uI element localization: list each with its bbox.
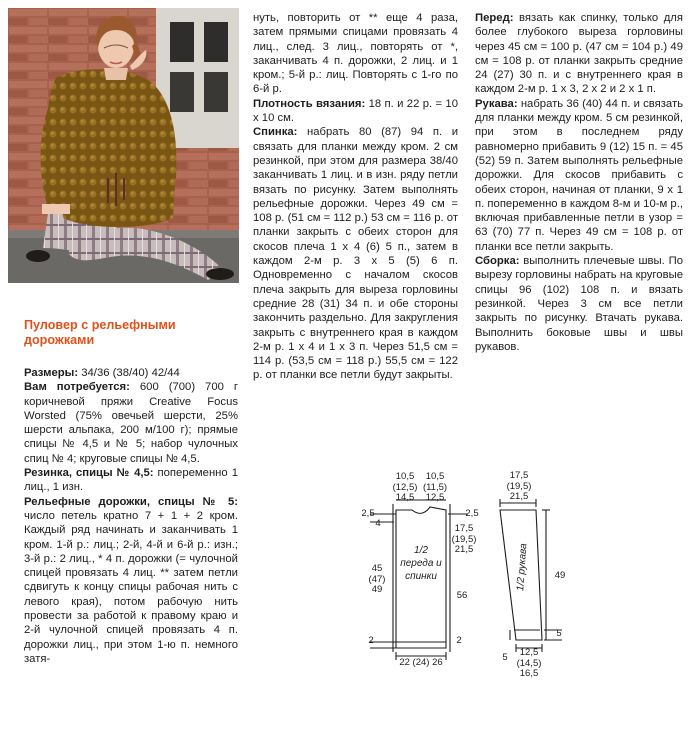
body-neck-left-dimension <box>390 472 420 504</box>
relief-value: число петель кратно 7 + 1 + 2 кром. Каждый ряд начинать и заканчивать 1 кром. 1-й р.: лиц.; 2-й, 4-й и 6-й р.: изн.; 3-й р.: 2 лиц., * 4 п. дорожки (= чулочной спицей провязать 4 лиц. ** затем петли сдвигуть к концу спицы рабочая нить с левого края), потом рабочую нить провести за работой к правому краю и 2-й чулочной спицей провязать 4 п. дорожки лиц., при этом 1-ю п. немного затя- <box>24 509 238 665</box>
dim-line: 10,5 <box>395 471 415 482</box>
dim-line: (19,5) <box>451 533 477 545</box>
body-shoulder-drop-back: 2,5 <box>361 508 375 519</box>
dim-line: 17,5 <box>509 470 529 481</box>
dim-line: 16,5 <box>519 668 539 679</box>
body-width-bottom: 22 (24) 26 <box>399 657 443 668</box>
gauge-value: 18 п. и 22 р. = 10 х 10 см. <box>253 97 459 125</box>
front-paragraph <box>475 11 683 97</box>
dim-line: 21,5 <box>509 491 529 502</box>
front-value: вязать как спинку, только для более глубокого выреза горловины через 45 см = 100 р. (47 см = 104 р.) 49 см = 108 р. от планки закрыть средние 24 (27) 30 п. и с внутреннего края в каждом 2-м р. 1 х 3, 2 х 2 и 2 х 1 п. <box>475 12 683 96</box>
assembly-label: Сборка: <box>475 255 520 268</box>
body-height-left <box>364 564 390 596</box>
dim-line: (12,5) <box>392 481 418 493</box>
sleeve-top-dimension <box>502 471 536 503</box>
relief-continued: нуть, повторить от ** еще 4 раза, затем прямыми спицами провязать 4 лиц., след. 3 лиц., повторять от *, заканчивать 4 п. дорожки, 2 лиц. и 1 кром.; 5-й р.: лиц. Повторять с 1-го по 6-й р. <box>253 12 458 96</box>
sleeve-cuff-height-left: 5 <box>502 652 508 663</box>
sleeve-piece-label: 1/2 рукава <box>515 542 530 592</box>
body-piece-label: 1/2 переда и спинки <box>400 545 442 582</box>
back-paragraph <box>253 125 458 382</box>
sleeve-cuff-height: 5 <box>556 628 562 639</box>
gauge-paragraph <box>253 97 458 126</box>
relief-paragraph <box>24 495 238 667</box>
body-neck-depth-back: 4 <box>375 518 381 529</box>
gauge-label: Плотность вязания: <box>253 97 366 110</box>
sleeves-paragraph <box>475 97 683 254</box>
body-neck-right-dimension <box>420 472 450 504</box>
sleeve-height: 49 <box>554 570 566 581</box>
materials-value: 600 (700) 700 г коричневой пряжи Creative Focus Worsted (75% овечьей шерсти, 25% шерсти альпака, 200 м/100 г); прямые спицы № 4,5 и № 5; набор чулочных спиц № 4; круговые спицы № 4,5. <box>24 381 238 465</box>
materials-label: Вам потребуется: <box>24 381 130 394</box>
left-column <box>24 366 238 666</box>
assembly-paragraph <box>475 254 683 354</box>
body-width-top <box>448 524 480 556</box>
dim-line: (11,5) <box>422 481 448 493</box>
right-column <box>475 11 683 354</box>
materials-paragraph <box>24 380 238 466</box>
dim-line: (19,5) <box>506 480 532 492</box>
sleeves-label: Рукава: <box>475 97 518 110</box>
dim-line: 14,5 <box>395 492 415 503</box>
back-label: Спинка: <box>253 126 298 139</box>
back-value: набрать 80 (87) 94 п. и связать для планки между кром. 2 см резинкой, при этом для размера 38/40 заканчивать 1 лиц. и в изн. ряду петли вязать по рисунку. Затем выполнять рельефные дорожки. Через 49 см = 108 р. (51 см = 112 р.) 53 см = 116 р. от планки закрыть с обеих сторон для скосов плеча 1 х 4 (6) 5 п., затем в каждом 2-м р. 3 х 5 (5) 6 п. Одновременно с началом скосов плеча закрыть для выреза горловины средние 28 (31) 34 п. и обе стороны закончить раздельно. Для закругления закрыть с внутреннего края в каждом 2-м р. 1 х 4 и 1 х 3 п. Через 51,5 см = 114 р. (53,5 см = 118 р.) 55,5 см = 122 р. от планки все петли будут закрыты. <box>253 126 459 382</box>
rib-value: попеременно 1 лиц., 1 изн. <box>24 467 238 494</box>
dim-line: 17,5 <box>454 523 474 534</box>
sizes-value: 34/36 (38/40) 42/44 <box>81 367 180 379</box>
article-title: Пуловер с рельефными дорожками <box>24 318 176 347</box>
dim-line: 12,5 <box>425 492 445 503</box>
dim-line: 12,5 <box>519 647 539 658</box>
dim-line: 10,5 <box>425 471 445 482</box>
sleeve-schematic <box>490 470 600 685</box>
rib-label: Резинка, спицы № 4,5: <box>24 467 154 480</box>
dim-line: (47) <box>368 573 386 585</box>
dim-line: 49 <box>371 584 383 595</box>
body-height-right: 56 <box>456 590 468 601</box>
dim-line: 21,5 <box>454 544 474 555</box>
dim-line: (14,5) <box>516 657 542 669</box>
assembly-value: выполнить плечевые швы. По вырезу горловины набрать на круговые спицы 96 (102) 108 п. и вязать резинкой. Через 3 см все петли закрыть по рисунку. Втачать рукава. Выполнить боковые швы и швы рукавов. <box>475 255 683 353</box>
middle-column <box>253 11 458 383</box>
rib-paragraph <box>24 466 238 495</box>
sizes-label: Размеры: <box>24 367 79 379</box>
body-shoulder-drop-front: 2,5 <box>465 508 479 519</box>
sizes-paragraph <box>24 366 238 380</box>
front-label: Перед: <box>475 12 514 24</box>
sleeve-bottom-dimension <box>512 648 546 680</box>
body-rib-height-right: 2 <box>456 635 462 646</box>
sleeves-value: набрать 36 (40) 44 п. и связать для планки между кром. 5 см резинкой, при этом в последнем ряду равномерно прибавить 9 (12) 15 п. = 45 (52) 59 п. Затем выполнять рельефные дорожки. Для скосов прибавить с обеих сторон, начиная от планки, 9 х 1 п. попеременно в каждом 8-м и 10-м р., включая прибавленные петли в узор = 63 (70) 77 п. Через 49 см = 108 р. от планки все петли закрыть. <box>475 97 684 253</box>
dim-line: 45 <box>371 563 383 574</box>
relief-label: Рельефные дорожки, спицы № 5: <box>24 495 238 508</box>
body-rib-height: 2 <box>368 635 374 646</box>
body-schematic <box>350 470 490 670</box>
pullover-photo <box>8 8 239 283</box>
